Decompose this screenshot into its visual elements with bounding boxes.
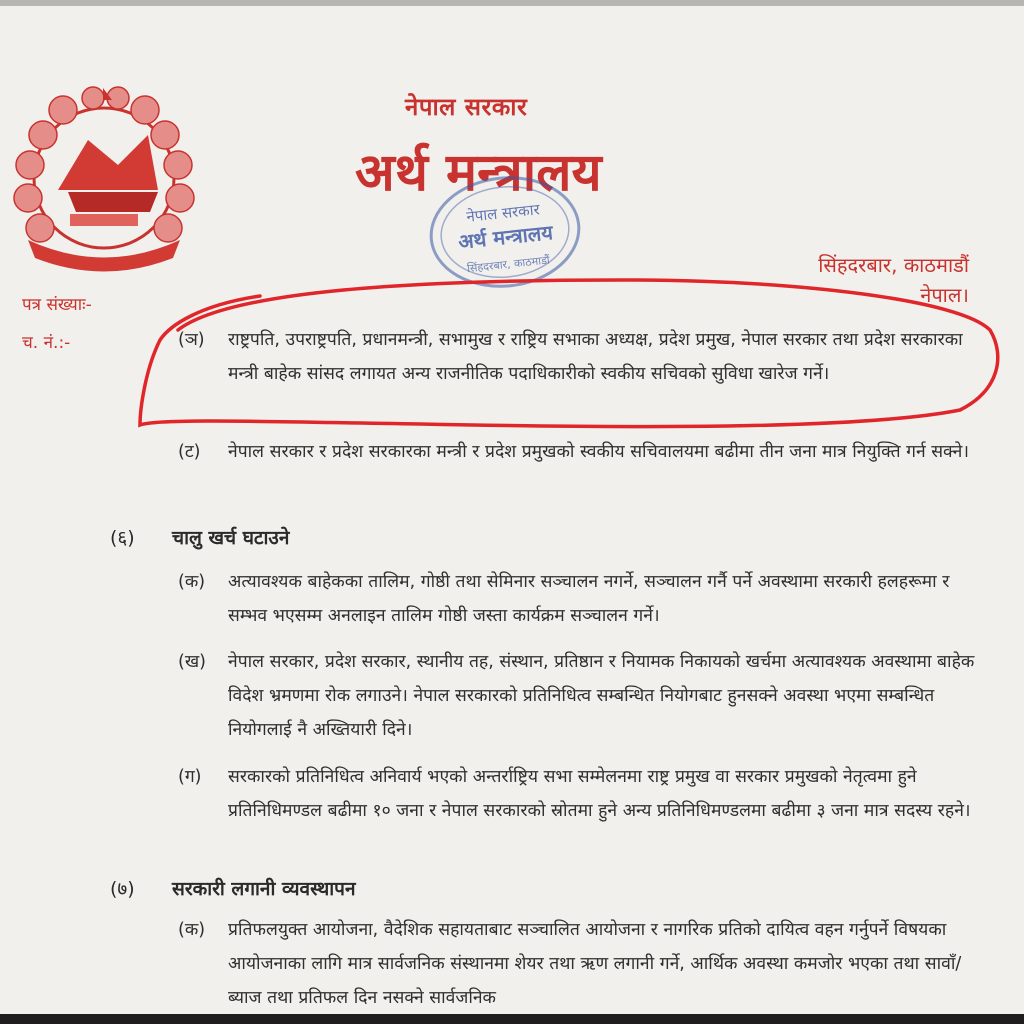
- nepal-emblem-logo: [8, 80, 200, 275]
- scan-bottom-edge: [0, 1014, 1024, 1024]
- clause-label: (क): [178, 920, 206, 940]
- section-6-clause-kha: [178, 645, 978, 747]
- clause-jha: [178, 323, 978, 391]
- clause-text: सरकारको प्रतिनिधित्व अनिवार्य भएको अन्तर्राष्ट्रिय सभा सम्मेलनमा राष्ट्र प्रमुख वा सरकार प्रमुखको नेतृत्वमा हुने प्रतिनिधिमण्डल बढीमा १० जना र नेपाल सरकारको स्रोतमा हुने अन्य प्रतिनिधिमण्डलमा बढीमा ३ जना मात्र सदस्य रहने।: [228, 767, 971, 821]
- section-7-clause-ka: [178, 913, 978, 1015]
- section-number: (७): [110, 878, 135, 900]
- section-6-clause-ka: [178, 565, 978, 633]
- clause-label: (ग): [178, 767, 202, 787]
- section-6-clause-ga: [178, 760, 978, 828]
- clause-ta: [178, 435, 978, 469]
- address-line-2: नेपाल।: [920, 283, 969, 307]
- clause-text: नेपाल सरकार र प्रदेश सरकारका मन्त्री र प्रदेश प्रमुखको स्वकीय सचिवालयमा बढीमा तीन जना मात्र नियुक्ति गर्न सक्ने।: [228, 442, 969, 462]
- section-number: (६): [110, 527, 135, 549]
- letter-number-label: पत्र संख्याः-: [22, 295, 92, 315]
- ministry-name: अर्थ मन्त्रालय: [355, 143, 602, 203]
- clause-text: प्रतिफलयुक्त आयोजना, वैदेशिक सहायताबाट सञ्चालित आयोजना र नागरिक प्रतिको दायित्व वहन गर्नुपर्ने विषयका आयोजनाका लागि मात्र सार्वजनिक संस्थानमा शेयर तथा ऋण लगानी गर्ने, आर्थिक अवस्था कमजोर भएका तथा सावाँ/ब्याज तथा प्रतिफल दिन नसक्ने सार्वजनिक: [228, 920, 962, 1008]
- government-name: नेपाल सरकार: [405, 93, 528, 121]
- office-address: [818, 250, 969, 310]
- clause-text: अत्यावश्यक बाहेकका तालिम, गोष्ठी तथा सेमिनार सञ्चालन नगर्ने, सञ्चालन गर्नै पर्ने अवस्थामा सरकारी हलहरूमा र सम्भव भएसम्म अनलाइन तालिम गोष्ठी जस्ता कार्यक्रम सञ्चालन गर्ने।: [228, 572, 950, 626]
- official-stamp: [425, 170, 585, 295]
- clause-label: (ट): [178, 442, 201, 462]
- address-line-1: सिंहदरबार, काठमाडौं: [818, 253, 969, 277]
- dispatch-number-label: च. नं.:-: [22, 333, 71, 353]
- stamp-line-1: नेपाल सरकार: [465, 200, 541, 226]
- clause-text: नेपाल सरकार, प्रदेश सरकार, स्थानीय तह, संस्थान, प्रतिष्ठान र नियामक निकायको खर्चमा अत्यावश्यक अवस्थामा बाहेक विदेश भ्रमणमा रोक लगाउने। नेपाल सरकारको प्रतिनिधित्व सम्बन्धित नियोगबाट हुनसक्ने अवस्था भएमा सम्बन्धित नियोगलाई नै अख्तियारी दिने।: [228, 652, 975, 740]
- scan-top-edge: [0, 0, 1024, 6]
- section-title: चालु खर्च घटाउने: [172, 527, 290, 549]
- section-title: सरकारी लगानी व्यवस्थापन: [172, 878, 356, 900]
- clause-label: (ञ): [178, 330, 205, 350]
- clause-text: राष्ट्रपति, उपराष्ट्रपति, प्रधानमन्त्री, सभामुख र राष्ट्रिय सभाका अध्यक्ष, प्रदेश प्रमुख, नेपाल सरकार तथा प्रदेश सरकारका मन्त्री बाहेक सांसद लगायत अन्य राजनीतिक पदाधिकारीको स्वकीय सचिवको सुविधा खारेज गर्ने।: [228, 330, 963, 384]
- stamp-line-2: अर्थ मन्त्रालय: [457, 220, 554, 254]
- clause-label: (ख): [178, 652, 206, 672]
- clause-label: (क): [178, 572, 206, 592]
- stamp-line-3: सिंहदरबार, काठमाडौं: [466, 253, 551, 276]
